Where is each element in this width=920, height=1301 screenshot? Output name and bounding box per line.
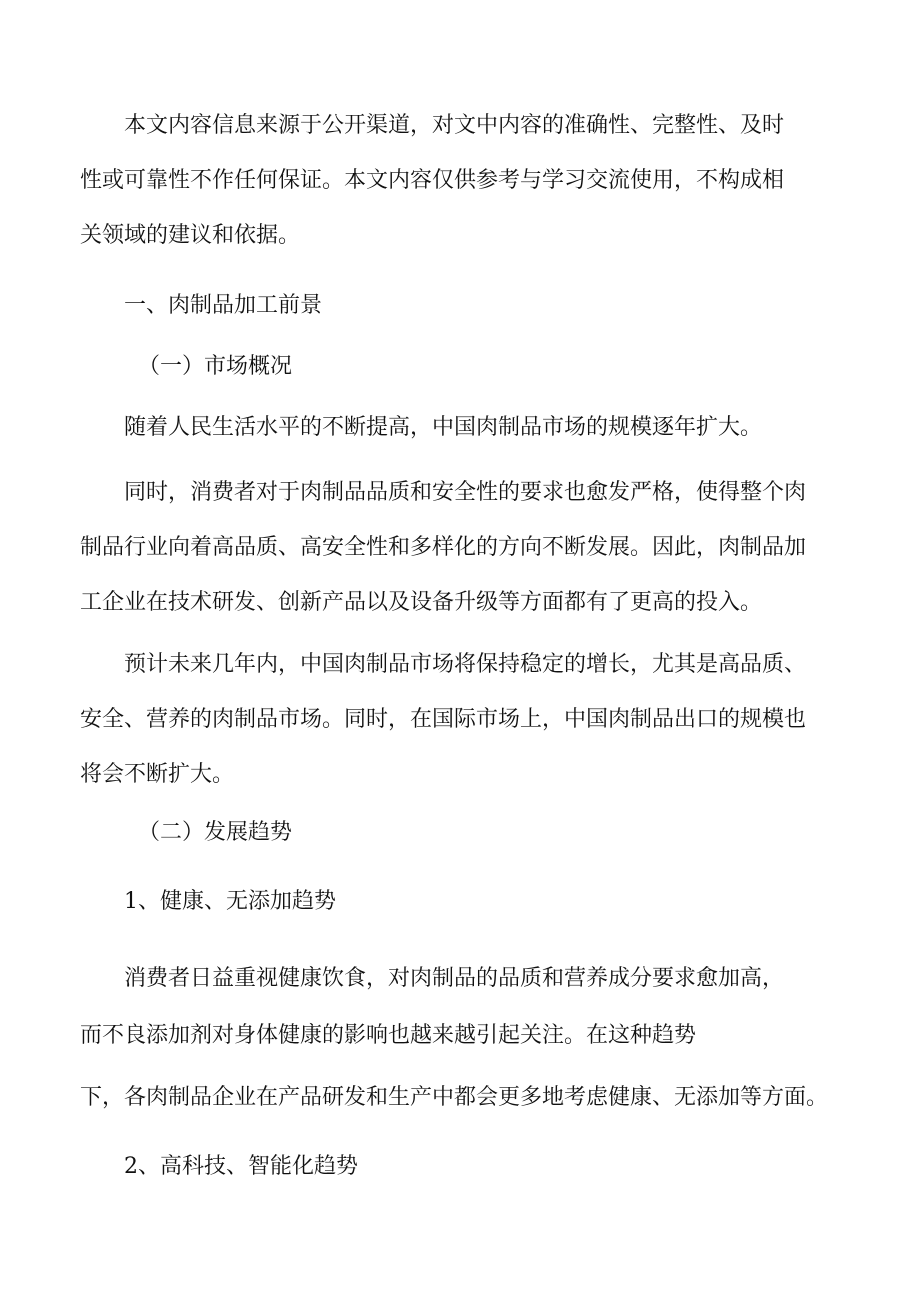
- paragraph-market-2-line-1: 同时，消费者对于肉制品品质和安全性的要求也愈发严格，使得整个肉: [124, 480, 807, 505]
- paragraph-market-3-line-1: 预计未来几年内，中国肉制品市场将保持稳定的增长，尤其是高品质、: [124, 652, 807, 677]
- paragraph-market-2-line-2: 制品行业向着高品质、高安全性和多样化的方向不断发展。因此，肉制品加: [80, 535, 807, 560]
- paragraph-market-3-line-3: 将会不断扩大。: [80, 762, 235, 787]
- disclaimer-line-3: 关领域的建议和依据。: [80, 223, 301, 248]
- section-heading-1: 一、肉制品加工前景: [124, 293, 323, 318]
- paragraph-health-line-2: 而不良添加剂对身体健康的影响也越来越引起关注。在这种趋势: [80, 1023, 697, 1048]
- subsection-heading-market: （一）市场概况: [138, 354, 293, 379]
- disclaimer-line-1: 本文内容信息来源于公开渠道，对文中内容的准确性、完整性、及时: [124, 113, 785, 138]
- item-heading-hightech: 2、高科技、智能化趋势: [124, 1154, 358, 1179]
- paragraph-health-line-3: 下，各肉制品企业在产品研发和生产中都会更多地考虑健康、无添加等方面。: [80, 1085, 829, 1110]
- paragraph-health-line-1: 消费者日益重视健康饮食，对肉制品的品质和营养成分要求愈加高，: [124, 966, 785, 991]
- subsection-heading-trends: （二）发展趋势: [138, 820, 293, 845]
- paragraph-market-2-line-3: 工企业在技术研发、创新产品以及设备升级等方面都有了更高的投入。: [80, 590, 763, 615]
- paragraph-market-1: 随着人民生活水平的不断提高，中国肉制品市场的规模逐年扩大。: [124, 415, 763, 440]
- disclaimer-line-2: 性或可靠性不作任何保证。本文内容仅供参考与学习交流使用，不构成相: [80, 168, 785, 193]
- item-heading-health: 1、健康、无添加趋势: [124, 889, 336, 914]
- paragraph-market-3-line-2: 安全、营养的肉制品市场。同时，在国际市场上，中国肉制品出口的规模也: [80, 707, 807, 732]
